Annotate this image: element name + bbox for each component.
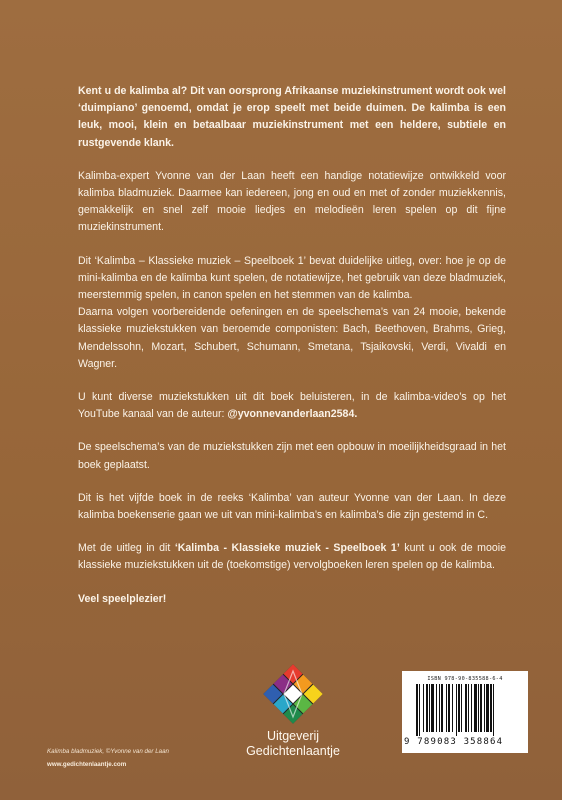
blurb-text [78, 83, 506, 624]
paragraph-contents [78, 253, 506, 373]
paragraph-notation: Kalimba-expert Yvonne van der Laan heeft een handige notatiewijze ontwikkeld voor kalimba bladmuziek. Daarmee kan iedereen, jong en oud en met of zonder muziekkennis, gemakkelijk en snel zelf mooie liedjes en melodieën leren spelen op dit fijne muziekinstrument. [78, 169, 506, 234]
intro-paragraph: Kent u de kalimba al? Dit van oorsprong Afrikaanse muziekinstrument wordt ook wel ‘duimpiano’ genoemd, omdat je erop speelt met beide duimen. De kalimba is een leuk, mooi, klein en betaalbaar muziekinstrument met een heldere, subtiele en rustgevende klank. [78, 85, 506, 149]
paragraph-youtube [78, 389, 506, 423]
explanation-post: kunt u ook de mooie klassieke muziekstukken uit de (toekomstige) vervolgboeken leren spelen op de kalimba. [78, 542, 506, 572]
paragraph-order: De speelschema’s van de muziekstukken zijn met een opbouw in moeilijkheidsgraad in het boek geplaatst. [78, 441, 506, 471]
youtube-handle: @yvonnevanderlaan2584. [227, 408, 358, 421]
explanation-pre: Met de uitleg in dit [78, 542, 175, 555]
closing-line: Veel speelplezier! [78, 592, 167, 605]
paragraph-contents-explanation: Dit ‘Kalimba – Klassieke muziek – Speelboek 1’ bevat duidelijke uitleg, over: hoe je op de mini-kalimba en de kalimba kunt spelen, de notatiewijze, het gebruik van deze bladmuziek, meerstemmig spelen, in canon spelen en het stemmen van de kalimba. [78, 254, 506, 302]
publisher-block [238, 663, 348, 759]
publisher-line-2: Gedichtenlaantje [246, 744, 340, 758]
paragraph-series: Dit is het vijfde boek in de reeks ‘Kalimba’ van auteur Yvonne van der Laan. In deze kalimba boekenserie gaan we uit van mini-kalimba’s en kalimba’s die zijn gestemd in C. [78, 491, 506, 522]
gedichtenlaantje-logo-icon [262, 663, 324, 725]
paragraph-contents-composers: Daarna volgen voorbereidende oefeningen en de speelschema’s van 24 mooie, bekende klassieke muziekstukken van beroemde componisten: Bach, Beethoven, Brahms, Grieg, Mendelssohn, Mozart, Schubert, Schumann, Smetana, Tsjaikovski, Verdi, Vivaldi en Wagner. [78, 306, 506, 370]
website-link: www.gedichtenlaantje.com [47, 761, 127, 768]
copyright-credit: Kalimba bladmuziek, ©Yvonne van der Laan [47, 748, 169, 755]
isbn-barcode [402, 671, 528, 753]
paragraph-explanation [78, 540, 506, 574]
book-title: ‘Kalimba - Klassieke muziek - Speelboek 1’ [174, 542, 400, 555]
publisher-name [238, 729, 348, 759]
youtube-text: U kunt diverse muziekstukken uit dit boek beluisteren, in de kalimba-video’s op het YouTube kanaal van de auteur: [78, 391, 506, 421]
barcode-number: 9 789083 358864 [404, 737, 504, 747]
isbn-label: ISBN 978-90-835588-6-4 [427, 676, 503, 682]
publisher-line-1: Uitgeverij [266, 729, 320, 743]
barcode-bars [408, 684, 522, 736]
